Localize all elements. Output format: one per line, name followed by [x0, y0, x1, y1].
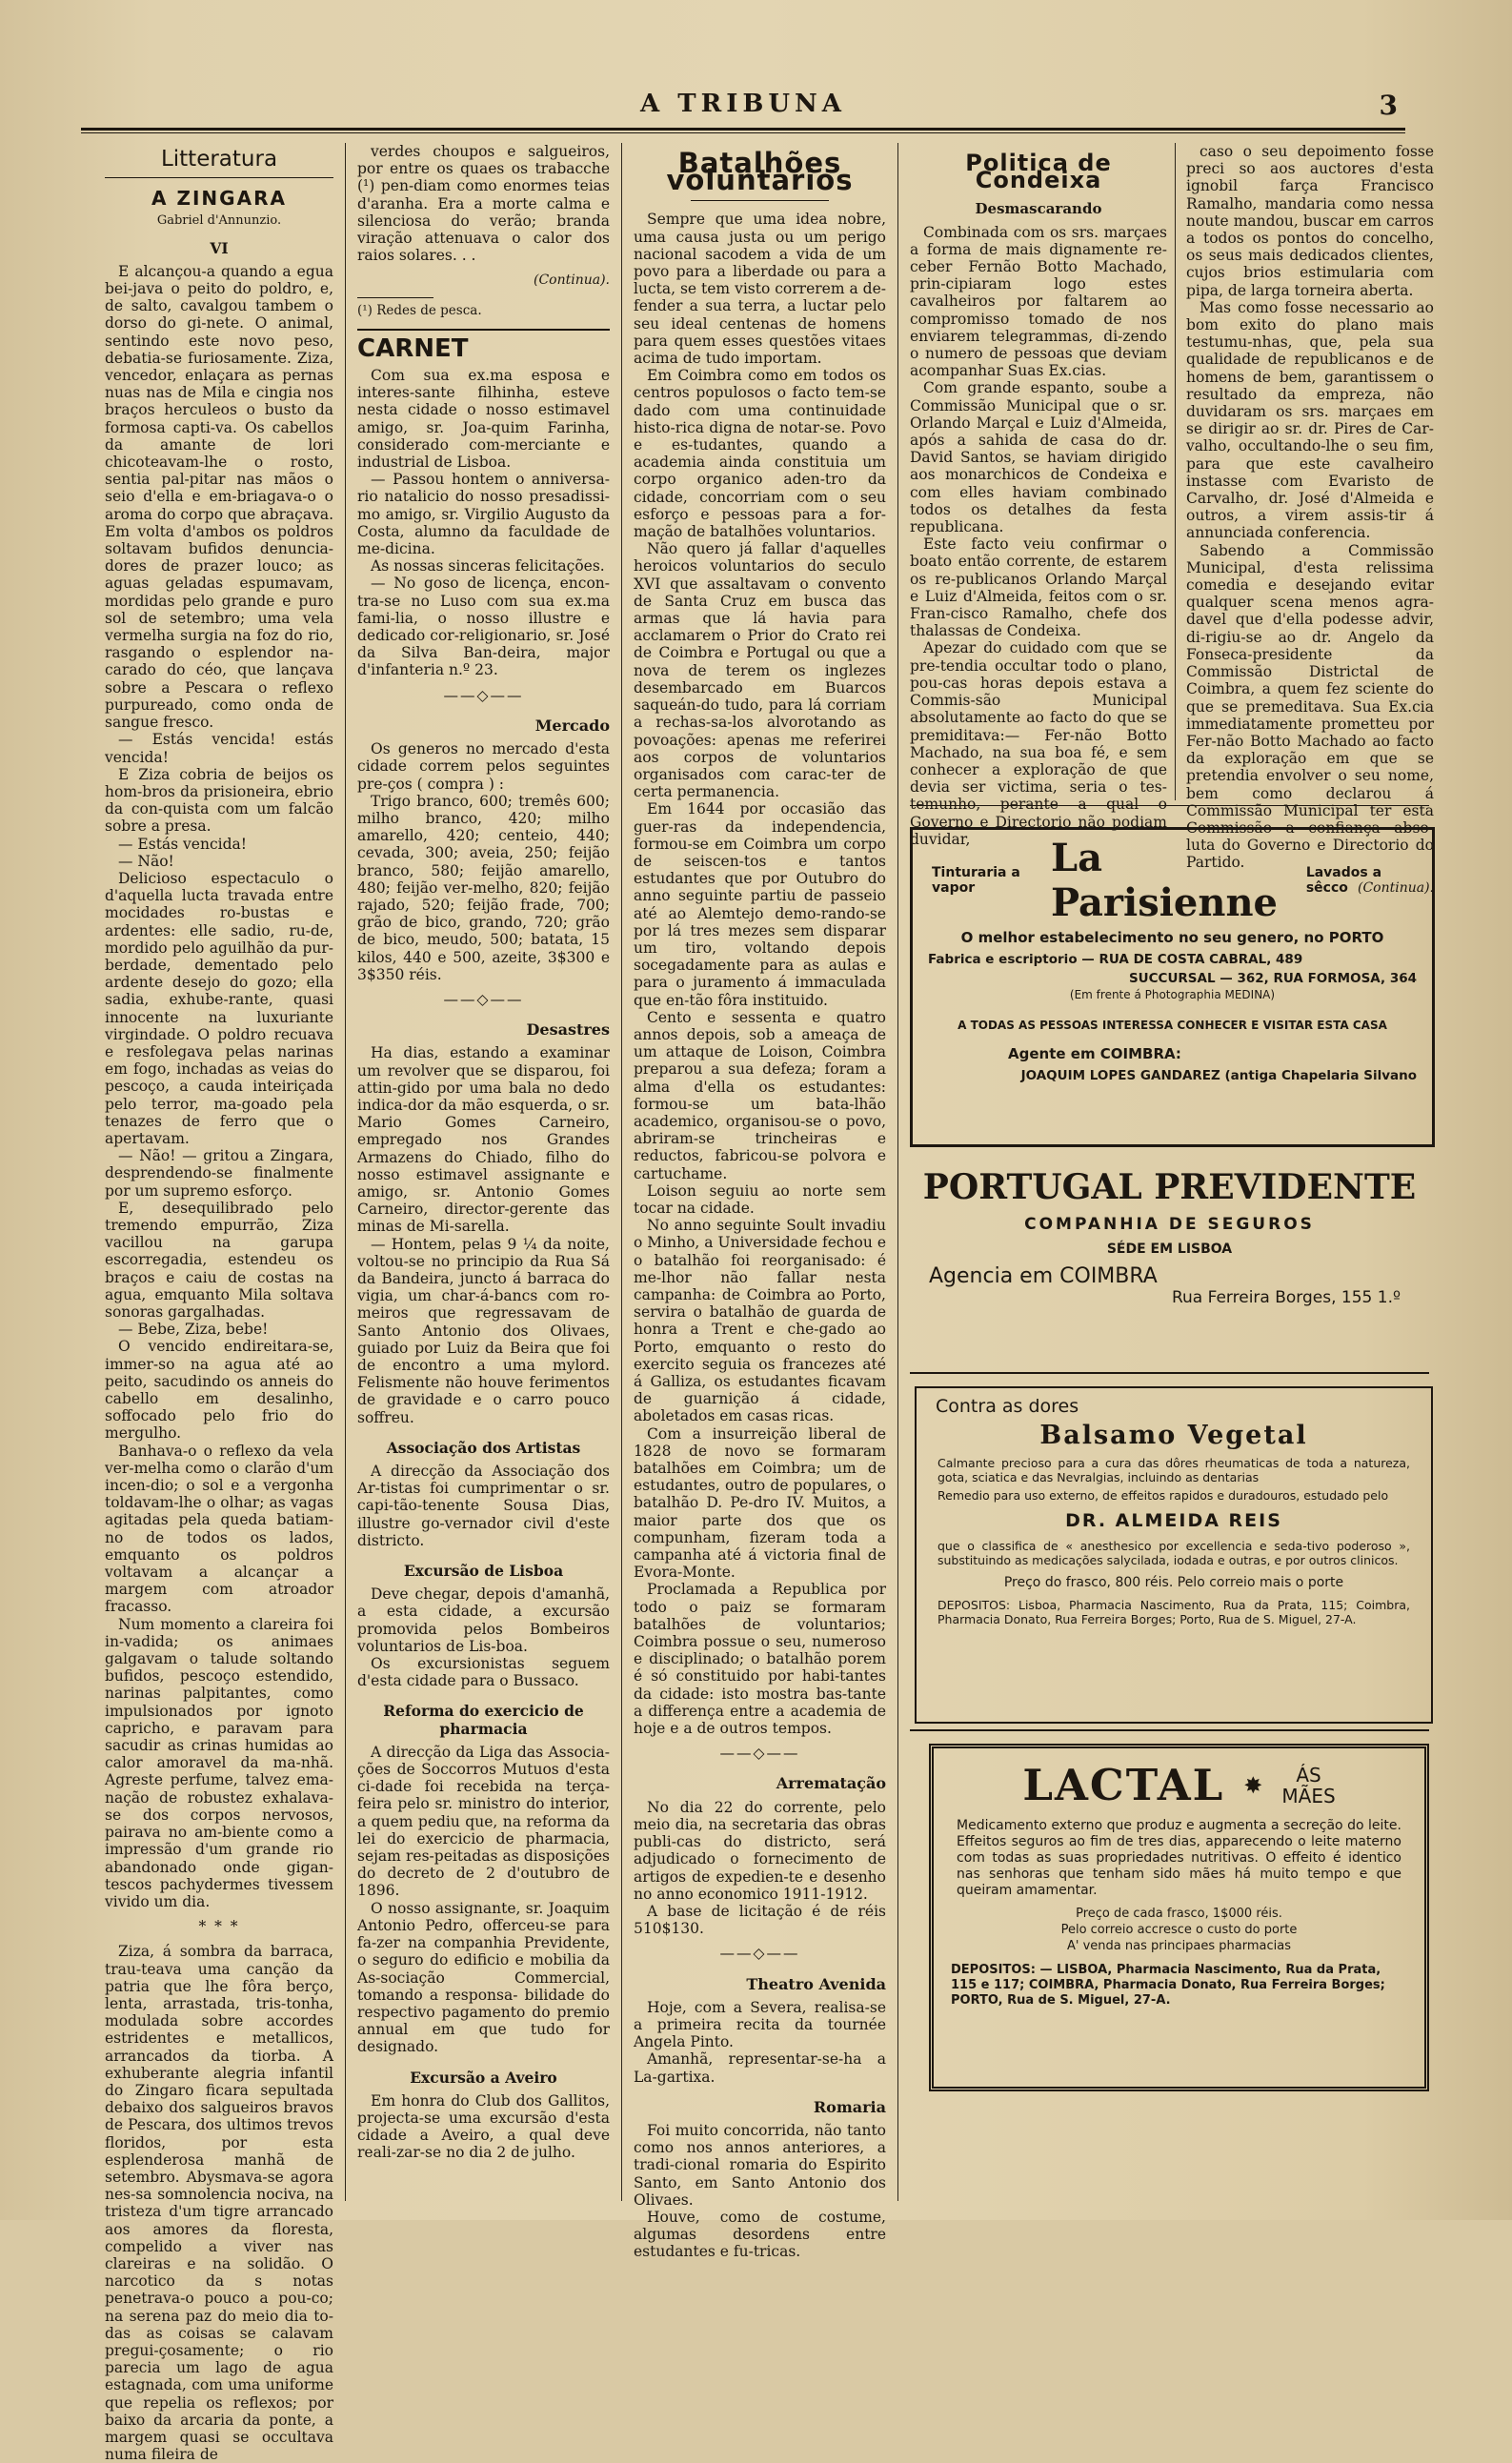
ad-venda: A' venda nas principaes pharmacias [1066, 1939, 1292, 1953]
paragraph: Banhava-o o reflexo da vela ver-melha como o clarão d'um incen-dio; o sol e a vergonha toldavam-lhe o olhar; as vagas agitadas pela queda batiam-no de todos os lados, emquanto os poldros voltavam a alcançar a margem com atroador fracasso. [105, 1442, 333, 1616]
paragraph: As nossas sinceras felicitações. [371, 557, 605, 575]
paragraph: — Não! [118, 852, 174, 870]
paragraph: Apezar do cuidado com que se pre-tendia occultar todo o plano, pou-cas horas depois estava a Commis-são Municipal absolutamente ao facto do que se premiditava:— Fer-não Botto Machado, na sua boa fé, e sem conhecer a exploração de que devia ser victima, seria o tes-temunho, perante a qual o Governo e Directorio não podiam duvidar, [910, 639, 1167, 848]
ad-sede: SÉDE EM LISBOA [1106, 1242, 1233, 1257]
section-rule [910, 1729, 1429, 1731]
theatro-title: Theatro Avenida [746, 1974, 886, 1993]
footnote: (¹) Redes de pesca. [357, 297, 433, 319]
section-rule [910, 805, 1429, 806]
ad-text: Remedio para uso externo, de effeitos rapidos e duradouros, estudado pelo [937, 1488, 1389, 1503]
paragraph: Hoje, com a Severa, realisa-se a primeira recita da tournée Angela Pinto. [634, 1998, 886, 2051]
separator: ——◇—— [719, 1745, 800, 1763]
paragraph: Cento e sessenta e quatro annos depois, sob a ameaça de um attaque de Loison, Coimbra preparou a sua defeza; foram a alma d'ella os estudantes: formou-se um bata-lhão academico, organisou-se o povo, abriram-se trincheiras e reductos, fabricou-se polvora e cartuchame. [634, 1008, 886, 1182]
paragraph: Foi muito concorrida, não tanto como nos annos anteriores, a tradi-cional romaria do Espirito Santo, em Santo Antonio dos Olivaes. [634, 2121, 886, 2209]
paragraph: Deve chegar, depois d'amanhã, a esta cidade, a excursão promovida pelos Bombeiros voluntarios de Lis-boa. [357, 1585, 610, 1655]
paragraph: A direcção da Associação dos Ar-tistas foi cumprimentar o sr. capi-tão-tenente Sousa Dias, illustre go-vernador civil d'este districto. [357, 1463, 610, 1549]
paragraph: Amanhã, representar-se-ha a La-gartixa. [634, 2050, 886, 2086]
paragraph: Em Coimbra como em todos os centros populosos o facto tem-se dado com uma continuidade histo-rica digna de notar-se. Povo e es-tudantes, quando a academia ainda constituia um corpo organico aden-tro da cidade, concorriam com o seu esforço e pessoas para a for-mação de batalhões voluntarios. [634, 367, 886, 541]
paragraph: — Estás vencida! [118, 835, 247, 853]
ad-la-parisienne [910, 827, 1435, 1147]
ad-correio: Pelo correio accresce o custo do porte [1060, 1923, 1298, 1937]
ad-brand: La Parisienne [1051, 836, 1278, 925]
ad-agente-nome: JOAQUIM LOPES GANDAREZ (antiga Chapelaria Silvano [1020, 1068, 1417, 1083]
paragraph: verdes choupos e salgueiros, por entre os quaes os trabacche (¹) pen-diam como enormes teias d'aranha. Era a morte calma e silenciosa do verão; branda viração attenuava o calor dos raios solares. . . [357, 143, 610, 265]
paragraph: — Estás vencida! estás vencida! [105, 731, 333, 766]
separator: ——◇—— [719, 1945, 800, 1963]
paragraph: O vencido endireitara-se, immer-so na agua até ao peito, sacudindo os anneis do cabello em desalinho, soffocado pelo frio do mergulho. [105, 1338, 333, 1443]
paragraph: Ha dias, estando a examinar um revolver que se disparou, foi attin-gido por uma bala no dedo indica-dor da mão esquerda, o sr. Mario Gomes Carneiro, empregado nos Grandes Armazens do Chiado, filho do nosso estimavel assignante e amigo, sr. Antonio Gomes Carneiro, director-gerente das minas de Mi-sarella. [357, 1044, 610, 1236]
arrematacao-title: Arrematação [776, 1774, 886, 1793]
ad-todas: A TODAS AS PESSOAS INTERESSA CONHECER E VISITAR ESTA CASA [958, 1019, 1387, 1032]
separator: * * * [198, 1918, 240, 1936]
paragraph: — Não! — gritou a Zingara, desprendendo-se finalmente por um supremo esforço. [105, 1147, 333, 1200]
column-condeixa [910, 143, 1167, 848]
paragraph: — Passou hontem o anniversa-rio natalicio do nosso presadissi-mo amigo, sr. Virgilio Augusto da Costa, alumno da faculdade de me-dicina. [357, 471, 610, 558]
column-litteratura [105, 143, 333, 2463]
ad-as: ÁS [1296, 1763, 1321, 1787]
ad-text: que o classifica de « anesthesico por excellencia e seda-tivo poderoso », substituindo as medicações salycilada, iodada e outras, e por outros clinicos. [937, 1539, 1410, 1567]
ad-brand: PORTUGAL PREVIDENTE [922, 1167, 1417, 1207]
chapter-number: VI [210, 238, 229, 257]
paragraph: Loison seguiu ao norte sem tocar na cidade. [634, 1181, 886, 1217]
column-batalhoes [634, 143, 886, 2261]
story-title: A ZINGARA [151, 187, 287, 211]
ad-address: Rua Ferreira Borges, 155 1.º [1171, 1288, 1401, 1307]
ad-text: Medicamento externo que produz e augmenta a secreção do leite. Effeitos seguros ao fim de tres dias, apparecendo o leite materno com todas as suas propriedades nutritivas. O effeito é identico nas senhoras que tenham sido mães há muito tempo e que queiram amamentar. [957, 1818, 1401, 1898]
separator: ——◇—— [443, 990, 524, 1008]
paragraph: Em honra do Club dos Gallitos, projecta-se uma excursão d'esta cidade a Aveiro, a qual deve reali-zar-se no dia 2 de julho. [357, 2091, 610, 2162]
paragraph: Não quero já fallar d'aquelles heroicos voluntarios do seculo XVI que assaltavam o convento de Santa Cruz em busca das armas que lá havia para acclamarem o Prior do Crato rei de Coimbra e Portugal ou que a nova de terem os inglezes desembarcado em Buarcos saqueán-do tudo, para lá corriam a rechas-sa-los alvorotando as povoações: apenas me referirei aos corpos de voluntarios organisados com carac-ter de certa permanencia. [634, 540, 886, 801]
column-divider [621, 143, 622, 2201]
paragraph: Trigo branco, 600; tremês 600; milho branco, 420; milho amarello, 420; centeio, 440; cevada, 300; aveia, 250; feijão branco, 580; feijão amarello, 480; feijão ver-melho, 820; feijão rajado, 520; feijão frade, 700; grão de bico, grando, 720; grão de bico, meudo, 500; batata, 15 kilos, 440 e 500, azeite, 3$300 e 3$350 réis. [357, 792, 610, 983]
paragraph: Proclamada a Republica por todo o paiz se formaram batalhões de voluntarios; Coimbra possue o seu, numeroso e disciplinado; o batalhão porem é só constituido por habi-tantes da cidade: isto mostra bas-tante a differença entre a academia de hoje e a de outros tempos. [634, 1581, 886, 1738]
desastres-title: Desastres [526, 1020, 610, 1040]
ad-lactal [929, 1744, 1429, 2091]
paragraph: Mas como fosse necessario ao bom exito do plano mais testumu-nhas, que, pela sua qualidade de republicanos e de homens de bem, garantissem o resultado da empreza, não duvidaram os srs. marçaes em se dirigir ao sr. dr. Pires de Car-valho, occultando-lhe o seu fim, para que este cavalheiro instasse com Evaristo de Carvalho, dr. José d'Almeida e outros, a virem assis-tir á annunciada conferencia. [1186, 298, 1434, 542]
separator: ——◇—— [443, 686, 524, 704]
paragraph: No dia 22 do corrente, pelo meio dia, na secretaria das obras publi-cas do districto, será adjudicado o fornecimento de artigos de expedien-te e desenho no anno economico 1911-1912. [634, 1798, 886, 1903]
section-title: Litteratura [160, 147, 278, 172]
paragraph: Sempre que uma idea nobre, uma causa justa ou um perigo nacional sacodem a vida de um povo para a liberdade ou para a lucta, se tem visto correrem a de-fender a sua terra, a luctar pelo seu ideal centenas de homens para quem esses questões vitaes acima de tudo importam. [634, 211, 886, 368]
paragraph: Os excursionistas seguem d'esta cidade para o Bussaco. [357, 1655, 610, 1690]
column-divider [897, 143, 898, 2201]
column-divider [345, 143, 346, 2201]
page-number: 3 [1379, 90, 1398, 121]
ad-label-right: Lavados a sêcco [1305, 865, 1382, 896]
paragraph: — No goso de licença, encon-tra-se no Luso com sua ex.ma fami-lia, o nosso illustre e dedicado cor-religionario, sr. José da Silva Ban-deira, major d'infanteria n.º 23. [357, 575, 610, 679]
section-rule [910, 1372, 1429, 1374]
paragraph: — Bebe, Ziza, bebe! [118, 1321, 269, 1339]
ad-text: Calmante precioso para a cura das dôres rheumaticas de toda a natureza, gota, sciatica e das Nevralgias, incluindo as dentarias [937, 1456, 1410, 1484]
lisboa-title: Excursão de Lisboa [403, 1562, 564, 1581]
ad-price: Preço do frasco, 800 réis. Pelo correio mais o porte [1003, 1575, 1344, 1590]
paragraph: Com sua ex.ma esposa e interes-sante filhinha, esteve nesta cidade o nosso estimavel amigo, sr. Joa-quim Farinha, considerado com-merciante e industrial de Lisboa. [357, 367, 610, 472]
paragraph: caso o seu depoimento fosse preci so aos auctores d'esta ignobil farça Francisco Ramalho, mandaria como nessa noute mandou, buscar em carros a todos os pontos do concelho, os seus mais dedicados clientes, cujos brios estimularia com pipa, de larga torneira aberta. [1186, 143, 1434, 299]
ad-subtitle: COMPANHIA DE SEGUROS [1024, 1215, 1315, 1234]
newspaper-title: A TRIBUNA [640, 90, 846, 118]
article-title: Batalhões voluntarios [666, 147, 854, 197]
ad-maes: MÃES [1281, 1784, 1336, 1807]
continua-note: (Continua). [533, 273, 610, 289]
author: Gabriel d'Annunzio. [156, 213, 282, 229]
article-title: Politica de Condeixa [965, 150, 1112, 194]
paragraph: Os generos no mercado d'esta cidade correm pelos seguintes pre-ços ( compra ) : [357, 740, 610, 793]
paragraph: Combinada com os srs. marçaes a forma de mais dignamente re-ceber Fernão Botto Machado, prin-cipiaram logo estes cavalheiros por faltarem ao compromisso tomado de nos enviarem telegrammas, di-zendo o numero de pessoas que deviam acompanhar Suas Ex.cias. [910, 223, 1167, 380]
column-divider [1175, 143, 1176, 800]
ad-balsamo-vegetal [915, 1386, 1433, 1724]
column-carnet [357, 143, 610, 2201]
ad-portugal-previdente [910, 1167, 1429, 1382]
carnet-title: CARNET [357, 333, 469, 363]
ad-doctor: DR. ALMEIDA REIS [1065, 1510, 1282, 1531]
paragraph: E Ziza cobria de beijos os hom-bros da prisioneira, ebrio da con-quista com um falcão sobre a presa. [105, 765, 333, 836]
artistas-title: Associação dos Artistas [386, 1438, 581, 1457]
ad-succursal: SUCCURSAL — 362, RUA FORMOSA, 364 [1128, 971, 1417, 986]
paragraph: Houve, como de costume, algumas desordens entre estudantes e fu-tricas. [634, 2208, 886, 2261]
ad-depositos: DEPOSITOS: — LISBOA, Pharmacia Nascimento, Rua da Prata, 115 e 117; COIMBRA, Pharmacia Donato, Rua Ferreira Borges; PORTO, Rua de S. Miguel, 27-A. [951, 1963, 1385, 2008]
paragraph: O nosso assignante, sr. Joaquim Antonio Pedro, offerceu-se para fa-zer na companhia Previdente, o seguro do edificio e mobilia da As-sociação Commercial, tomando a responsa- bilidade do respectivo pagamento do premio annual em que tudo for designado. [357, 1899, 610, 2056]
paragraph: — Hontem, pelas 9 ¼ da noite, voltou-se no principio da Rua Sá da Bandeira, juncto á barraca do vigia, um char-á-bancs com ro-meiros que regressavam de Santo Antonio dos Olivaes, guiado por Luiz da Beira que foi de encontro a uma mylord. Felismente não houve ferimentos de gravidade e o carro pouco soffreu. [357, 1235, 610, 1426]
paragraph: Num momento a clareira foi in-vadida; os animaes galgavam o talude soltando bufidos, pescoço estendido, narinas palpitantes, como impulsionados por ignoto capricho, e paravam para sacudir as crinas humidas ao calor amoravel da ma-nhã. Agreste perfume, talvez ema-nação de robustez exhalava-se dos corpos nervosos, pairava no am-biente como a impressão d'um grande rio abandonado onde gigan-tescos pachydermes tivessem vivido um dia. [105, 1615, 333, 1910]
paragraph: E, desequilibrado pelo tremendo empurrão, Ziza vacillou na garupa escorregadia, estendeu os braços e caiu de costas na agua, emquanto Mila soltava sonoras gargalhadas. [105, 1199, 333, 1321]
ad-frente: (Em frente á Photographia MEDINA) [1069, 988, 1276, 1001]
paragraph: Sabendo a Commissão Municipal, d'esta relissima comedia e desejando evitar qualquer scena menos agra-davel que d'ella podesse advir, di-rigiu-se ao dr. Angelo da Fonseca-presidente da Commissão Districtal de Coimbra, a quem fez sciente do que se premeditava. Sua Ex.cia immediatamente prometteu por Fer-não Botto Machado ao facto da exploração em que se pretendia envolver o seu nome, bem como declarou á Commissão Municipal ter esta Commissão a confiança abso-luta do Governo e Directorio do Partido. [1186, 541, 1434, 872]
romaria-title: Romaria [813, 2097, 886, 2116]
ad-fabrica: Fabrica e escriptorio — RUA DE COSTA CABRAL, 489 [928, 952, 1303, 967]
article-subtitle: Desmascarando [975, 200, 1102, 218]
paragraph: Em 1644 por occasião das guer-ras da independencia, formou-se em Coimbra um corpo de seiscen-tos e tantos estudantes que por Outubro do anno seguinte partiu de passeio até ao Alemtejo demo-rando-se por lá tres mezes sem disparar um tiro, voltando depois socegadamente para as aulas e para o juramento á immaculada que en-tão fôra instituido. [634, 800, 886, 1009]
paragraph: A base de licitação é de réis 510$130. [634, 1902, 886, 1938]
ad-depositos: DEPOSITOS: Lisboa, Pharmacia Nascimento, Rua da Prata, 115; Coimbra, Pharmacia Donato, Rua Ferreira Borges; Porto, Rua de S. Miguel, 27-A. [937, 1598, 1410, 1626]
paragraph: Este facto veiu confirmar o boato então corrente, de estarem os re-publicanos Orlando Marçal e Luiz d'Almeida, feitos com o sr. Fran-cisco Ramalho, chefe dos thalassas de Condeixa. [910, 535, 1167, 640]
continua-note: (Continua). [1357, 879, 1434, 896]
star-icon: ✸ [1243, 1771, 1263, 1799]
paragraph: Delicioso espectaculo o d'aquella lucta travada entre mocidades ro-bustas e ardentes: elle sadio, ru-de, mordido pelo aguilhão da pur-berdade, dementado pelo ardente desejo do gozo; ella sadia, exhube-rante, quasi innocente na luxuriante virgindade. O poldro recuava e resfolegava pelas narinas em fogo, inchadas as veias do pescoço, a cauda inteiriçada pelo terror, ma-goado pela tenazes de ferro que o apertavam. [105, 869, 333, 1147]
ad-tagline: O melhor estabelecimento no seu genero, no PORTO [960, 929, 1384, 946]
paragraph: No anno seguinte Soult invadiu o Minho, a Universidade fechou e o batalhão foi reorganisado: é me-lhor não fallar nesta campanha: de Coimbra ao Porto, servira o batalhão de guarda de honra a Trent e che-gado ao Porto, emquanto o resto do exercito seguia os francezes até á Galliza, os estudantes ficavam de guarnição á cidade, aboletados em casas ricas. [634, 1217, 886, 1425]
ad-brand: Balsamo Vegetal [1039, 1421, 1308, 1450]
paragraph: A direcção da Liga das Associa-ções de Soccorros Mutuos d'esta ci-dade foi recebida na terça-feira pelo sr. ministro do interior, a quem pediu que, na reforma da lei do exercicio de pharmacia, sejam res-peitadas as disposições do decreto de 2 d'outubro de 1896. [357, 1743, 610, 1900]
pharmacia-title: Reforma do exercicio de pharmacia [383, 1702, 584, 1738]
paragraph: Com a insurreição liberal de 1828 de novo se formaram batalhões em Coimbra; um de estudantes, outro de populares, o batalhão D. Pe-dro IV. Muitos, a maior parte dos que os compunham, fizeram toda a campanha até á victoria final de Evora-Monte. [634, 1424, 886, 1582]
ad-price: Preço de cada frasco, 1$000 réis. [1076, 1907, 1282, 1921]
ad-heading: Contra as dores [936, 1396, 1079, 1417]
ad-brand: LACTAL [1022, 1760, 1225, 1810]
masthead-rule [81, 128, 1405, 131]
masthead [81, 88, 1405, 130]
paragraph: Com grande espanto, soube a Commissão Municipal que o sr. Orlando Marçal e Luiz d'Almeida, após a sahida de casa do dr. David Santos, se haviam dirigido aos monarchicos de Condeixa e com elles haviam combinado todos os detalhes da festa republicana. [910, 379, 1167, 536]
ad-label-left: Tinturaria a vapor [932, 865, 1020, 896]
paragraph: E alcançou-a quando a egua bei-java o peito do poldro, e, de salto, cavalgou tambem o dorso do gi-nete. O animal, sentindo este novo peso, debatia-se furiosamente. Ziza, vencedor, enlaçara as pernas nuas nas de Mila e cingia nos braços herculeos o busto da formosa capti-va. Os cabellos da amante de lori chicoteavam-lhe o rosto, sentia pal-pitar nas mãos o seio d'ella e em-briagava-o o aroma do corpo que abraçava. Em volta d'ambos os poldros soltavam bufidos denuncia-dores de prazer louco; as aguas geladas espumavam, mordidas pelo grande e puro sol de setembro; uma vela vermelha surgia na foz do rio, rasgando o esplendor na-carado do céo, que lançava sobre a Pescara o reflexo purpureado, como onda de sangue fresco. [105, 262, 333, 732]
aveiro-title: Excursão a Aveiro [410, 2068, 557, 2087]
paragraph: Ziza, á sombra da barraca, trau-teava uma canção da patria que lhe fôra berço, lenta, arrastada, tris-tonha, modulada sobre accordes estridentes e metallicos, arrancados da tiorba. A exhuberante alegria infantil do Zingaro ficara sepultada debaixo dos salgueiros bravos de Pescara, dos ultimos trevos floridos, por esta esplenderosa manhã de setembro. Abysmava-se agora nes-sa somnolencia nociva, na tristeza d'um tigre arrancado aos amores da floresta, compelido a viver nas clareiras e na solidão. O narcotico da s notas penetrava-o pouco a pou-co; na serena paz do meio dia to-das as coisas se calavam pregui-çosamente; o rio parecia um lago de agua estagnada, com uma uniforme que repelia os reflexos; por baixo da arcaria da ponte, a margem quasi se occultava numa fileira de [105, 1943, 333, 2463]
masthead-rule-thin [81, 132, 1405, 133]
mercado-title: Mercado [534, 716, 610, 735]
ad-agencia: Agencia em COIMBRA [929, 1264, 1158, 1288]
ad-agente: Agente em COIMBRA: [1008, 1045, 1181, 1062]
